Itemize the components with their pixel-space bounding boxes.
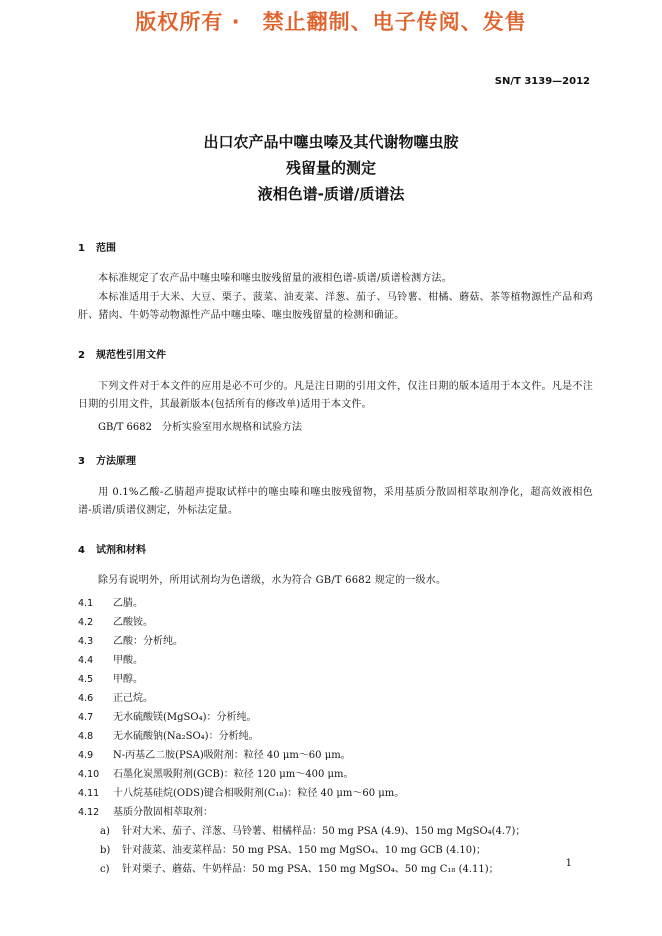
watermark-banner: 版权所有 · 禁止翻制、电子传阅、发售 [135, 10, 527, 34]
section-heading-normative [78, 346, 166, 361]
section-heading-principle [78, 452, 136, 467]
scope-paragraph-1: 本标准规定了农产品中噻虫嗪和噻虫胺残留量的液相色谱-质谱/质谱检测方法。 [98, 273, 452, 284]
page-number: 1 [565, 858, 572, 869]
reagent-item: 4.12 基质分散固相萃取剂： [78, 807, 213, 818]
section-heading-scope [78, 239, 116, 254]
reagent-item: 4.1 乙腈。 [78, 598, 143, 609]
normative-reference: GB/T 6682 分析实验室用水规格和试验方法 [98, 422, 303, 433]
sorbent-subitem: a) 针对大米、茄子、洋葱、马铃薯、柑橘样品：50 mg PSA (4.9)、150 mg MgSO₄(4.7)； [100, 826, 526, 837]
reagents-intro: 除另有说明外，所用试剂均为色谱级，水为符合 GB/T 6682 规定的一级水。 [98, 575, 447, 586]
reagent-item: 4.4 甲酸。 [78, 655, 143, 666]
reagent-item: 4.2 乙酸铵。 [78, 617, 153, 628]
reagent-item: 4.8 无水硫酸钠(Na₂SO₄)：分析纯。 [78, 731, 259, 742]
doc-title-line-1: 出口农产品中噻虫嗪及其代谢物噻虫胺 [203, 133, 459, 151]
reagent-item: 4.10 石墨化炭黑吸附剂(GCB)：粒径 120 μm～400 μm。 [78, 769, 354, 780]
section-number: 3 [78, 456, 85, 467]
reagent-item: 4.3 乙酸：分析纯。 [78, 636, 183, 647]
doc-title-line-2: 残留量的测定 [285, 159, 376, 177]
section-number: 1 [78, 243, 85, 254]
standard-code: SN/T 3139—2012 [494, 76, 590, 87]
section-number: 4 [78, 545, 85, 556]
sorbent-subitem: c) 针对栗子、蘑菇、牛奶样品：50 mg PSA、150 mg MgSO₄、50 mg C₁₈ (4.11)； [100, 864, 499, 875]
section-number: 2 [78, 350, 85, 361]
section-title: 试剂和材料 [96, 545, 146, 556]
doc-title-line-3: 液相色谱-质谱/质谱法 [257, 185, 405, 203]
section-title: 方法原理 [96, 456, 136, 467]
scope-paragraph-2: 本标准适用于大米、大豆、栗子、菠菜、油麦菜、洋葱、茄子、马铃薯、柑橘、蘑菇、茶等植物源性产品和鸡肝、猪肉、牛奶等动物源性产品中噻虫嗪、噻虫胺残留量的检测和确证。 [78, 292, 593, 321]
reagent-item: 4.5 甲醇。 [78, 674, 143, 685]
section-title: 规范性引用文件 [96, 350, 166, 361]
reagent-item: 4.7 无水硫酸镁(MgSO₄)：分析纯。 [78, 712, 257, 723]
sorbent-subitem: b) 针对菠菜、油麦菜样品：50 mg PSA、150 mg MgSO₄、10 mg GCB (4.10)； [100, 845, 486, 856]
reagent-item: 4.6 正己烷。 [78, 693, 153, 704]
section-heading-reagents [78, 541, 146, 556]
principle-paragraph: 用 0.1%乙酸-乙腈超声提取试样中的噻虫嗪和噻虫胺残留物，采用基质分散固相萃取剂净化，超高效液相色谱-质谱/质谱仪测定，外标法定量。 [78, 487, 593, 516]
reagent-item: 4.11 十八烷基硅烷(ODS)键合相吸附剂(C₁₈)：粒径 40 μm～60 μm。 [78, 788, 405, 799]
section-title: 范围 [96, 243, 116, 254]
reagent-item: 4.9 N-丙基乙二胺(PSA)吸附剂：粒径 40 μm～60 μm。 [78, 750, 351, 761]
normative-paragraph: 下列文件对于本文件的应用是必不可少的。凡是注日期的引用文件，仅注日期的版本适用于本文件。凡是不注日期的引用文件，其最新版本(包括所有的修改单)适用于本文件。 [78, 381, 593, 410]
